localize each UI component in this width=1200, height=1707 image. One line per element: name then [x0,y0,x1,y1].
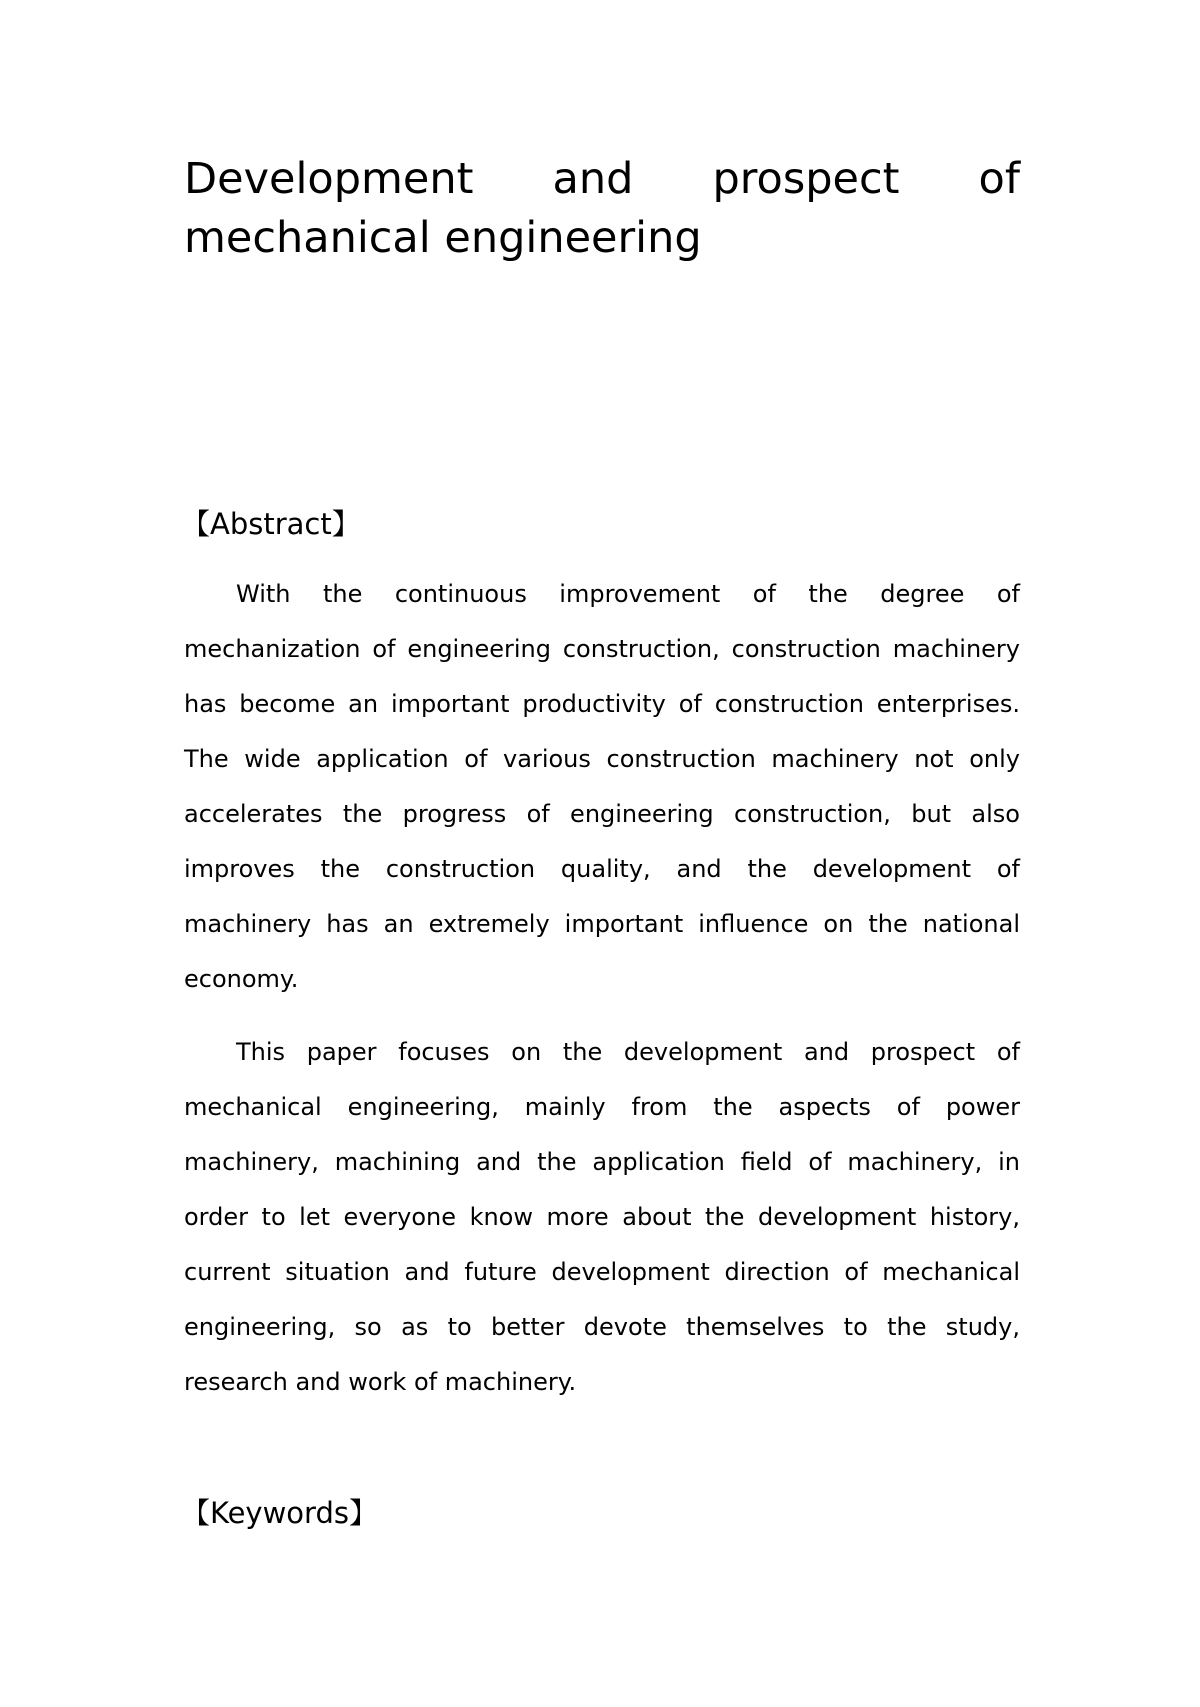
abstract-heading: 【Abstract】 [181,507,361,541]
document-title: Development and prospect of mechanical engineering [184,154,1020,263]
abstract-paragraph: This paper focuses on the development and prospect of mechanical engineering, mainly from the aspects of power machinery, machining and the application field of machinery, in order to let everyone know more about the development history, current situation and future development direction of mechanical engineering, so as to better devote themselves to the study, research and work of machinery. [184,1038,1020,1396]
keywords-heading: 【Keywords】 [181,1496,378,1530]
document-content [181,150,1020,1533]
abstract-paragraph: With the continuous improvement of the degree of mechanization of engineering construction, construction machinery has become an important productivity of construction enterprises. The wide application of various construction machinery not only accelerates the progress of engineering construction, but also improves the construction quality, and the development of machinery has an extremely important influence on the national economy. [184,580,1020,993]
